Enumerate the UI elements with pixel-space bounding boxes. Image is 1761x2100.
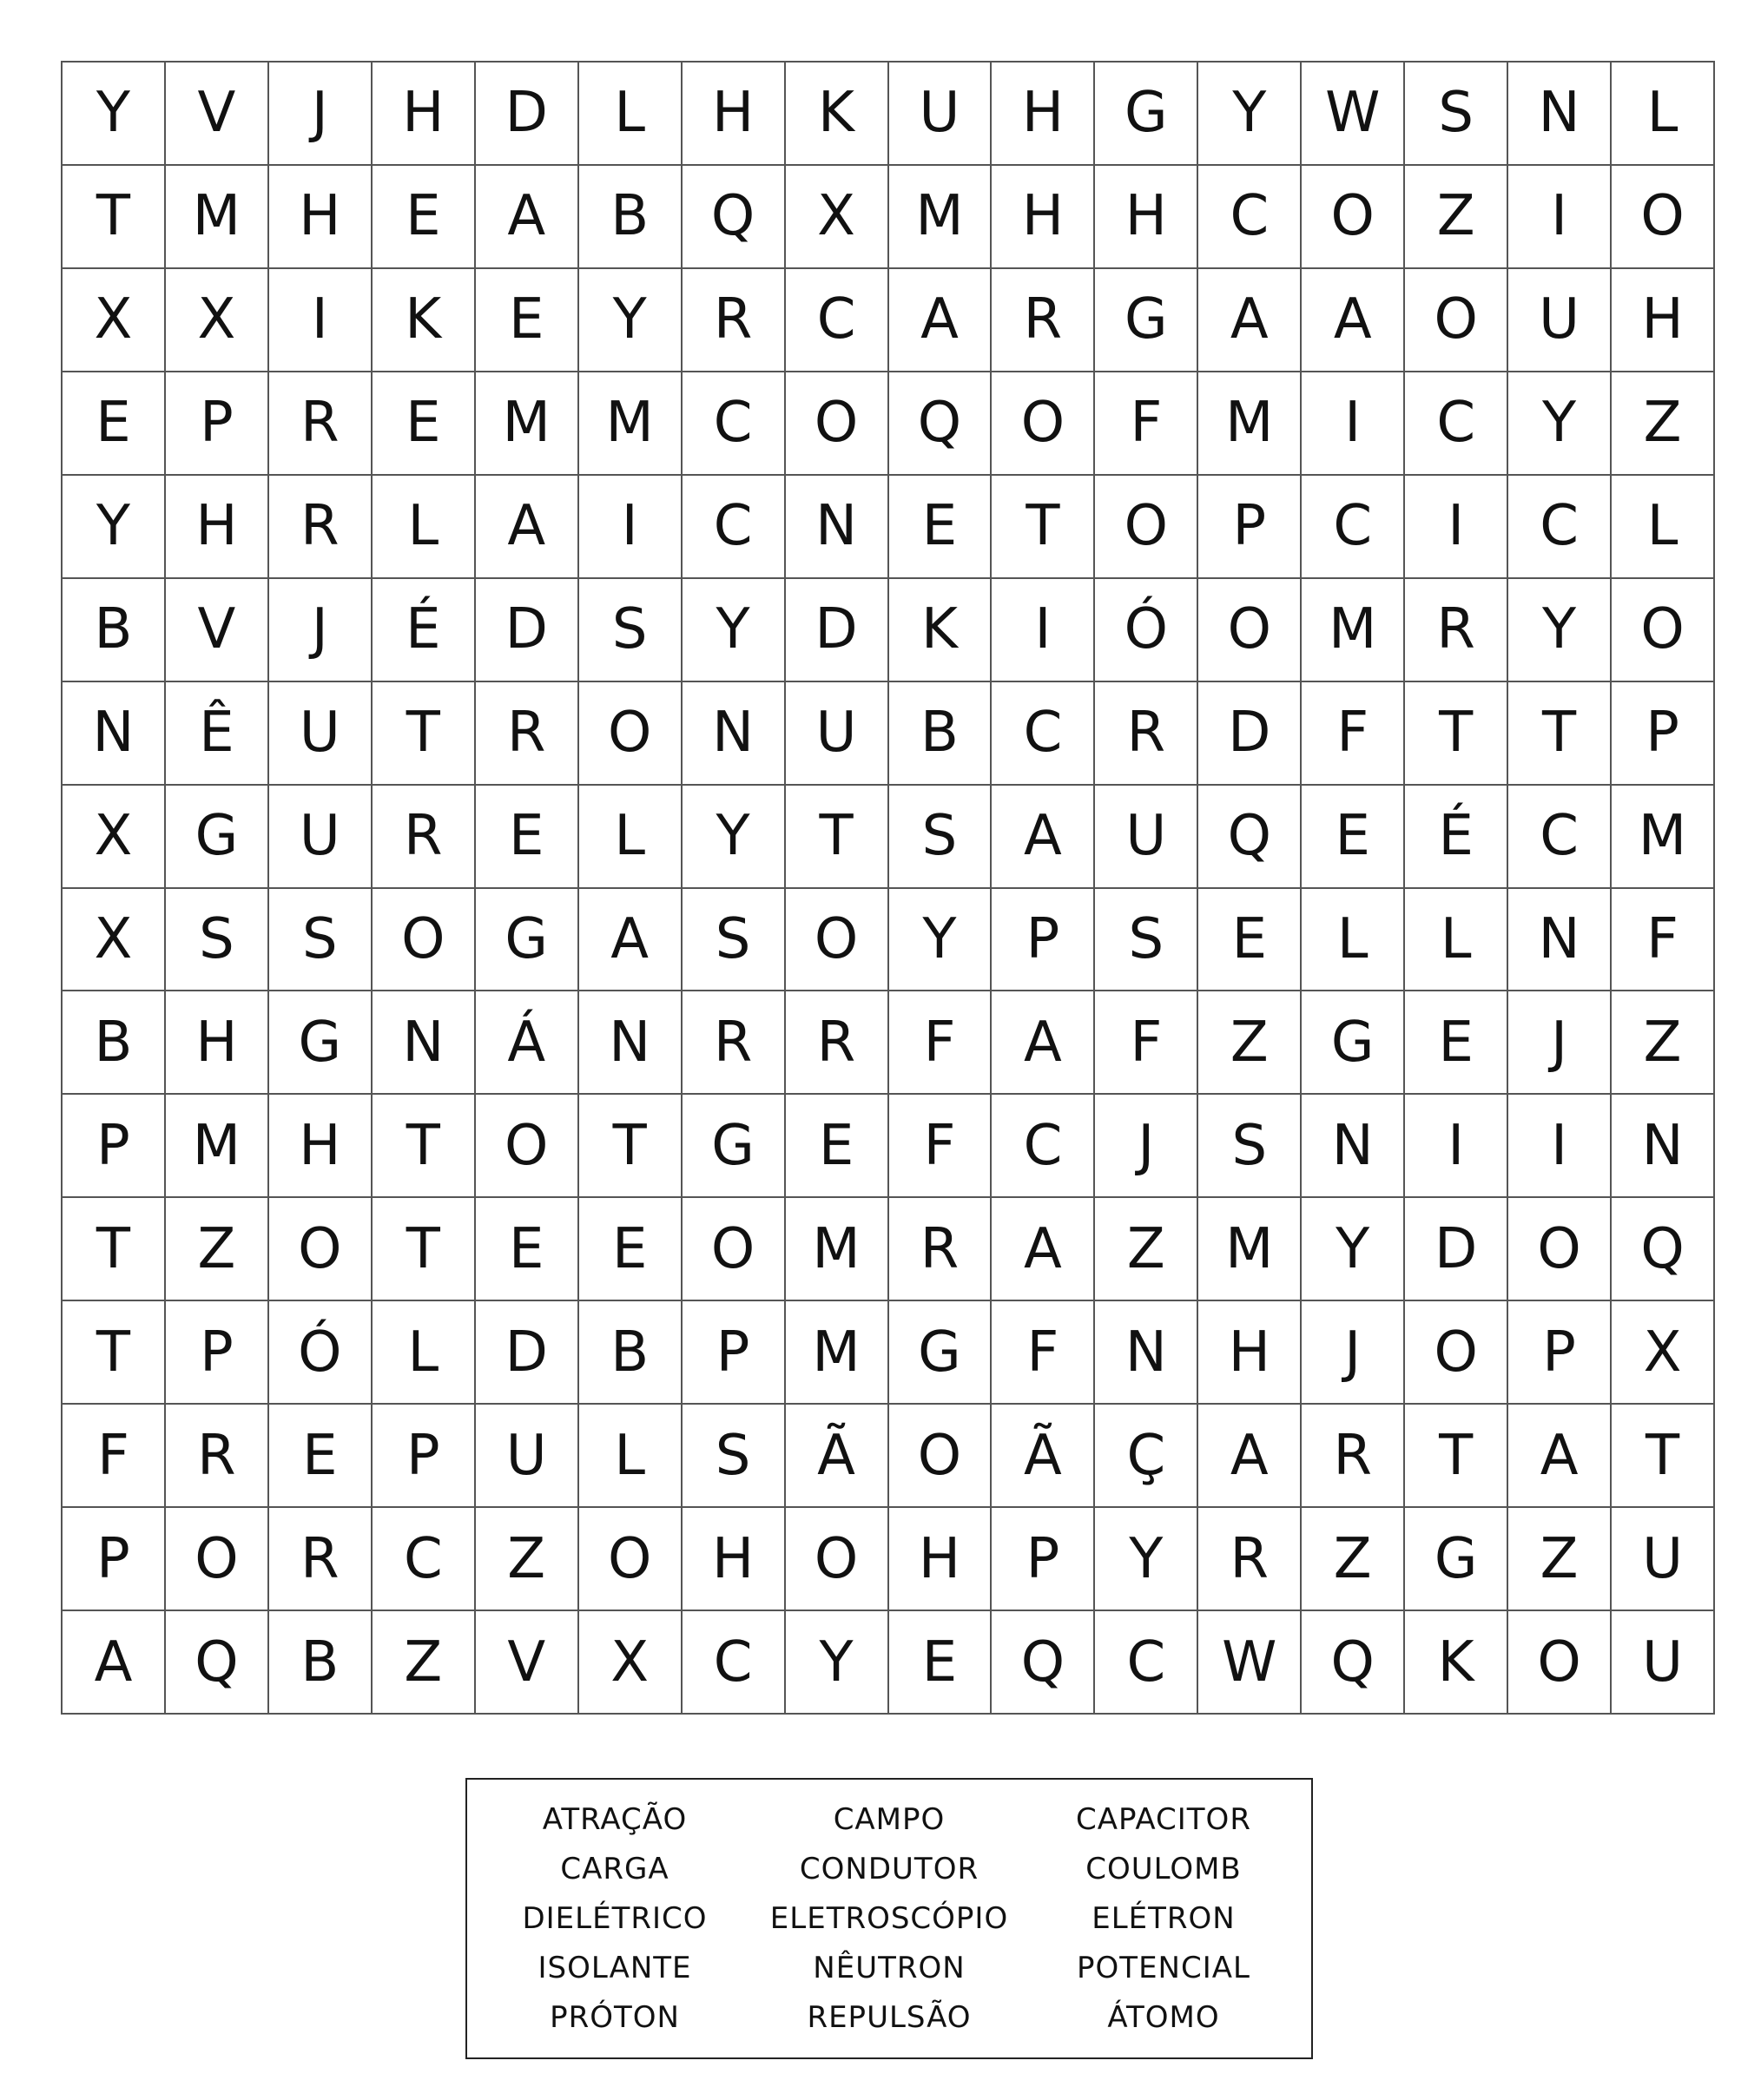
- grid-cell[interactable]: A: [992, 786, 1095, 889]
- grid-cell[interactable]: Y: [1508, 372, 1612, 476]
- grid-cell[interactable]: Z: [1612, 991, 1715, 1095]
- grid-cell[interactable]: H: [992, 63, 1095, 166]
- grid-cell[interactable]: O: [786, 372, 889, 476]
- grid-cell[interactable]: C: [373, 1508, 476, 1611]
- word-list-item: COULOMB: [1085, 1852, 1242, 1887]
- grid-cell[interactable]: G: [166, 786, 269, 889]
- grid-cell[interactable]: C: [1198, 166, 1302, 269]
- grid-cell[interactable]: O: [786, 889, 889, 992]
- grid-cell[interactable]: O: [992, 372, 1095, 476]
- grid-cell[interactable]: O: [1405, 1301, 1508, 1405]
- grid-cell[interactable]: K: [889, 579, 993, 682]
- grid-cell[interactable]: A: [579, 889, 683, 992]
- grid-cell[interactable]: O: [786, 1508, 889, 1611]
- grid-cell[interactable]: M: [579, 372, 683, 476]
- grid-cell[interactable]: C: [1302, 476, 1405, 579]
- grid-cell[interactable]: Y: [889, 889, 993, 992]
- grid-cell[interactable]: F: [1095, 991, 1198, 1095]
- word-list: [465, 1778, 1313, 2059]
- grid-cell[interactable]: G: [476, 889, 579, 992]
- grid-cell[interactable]: R: [166, 1405, 269, 1508]
- grid-cell[interactable]: A: [1198, 269, 1302, 372]
- grid-cell[interactable]: L: [1405, 889, 1508, 992]
- grid-cell[interactable]: L: [373, 1301, 476, 1405]
- grid-cell[interactable]: N: [1095, 1301, 1198, 1405]
- grid-cell[interactable]: C: [992, 682, 1095, 786]
- grid-cell[interactable]: U: [1612, 1508, 1715, 1611]
- grid-cell[interactable]: C: [683, 372, 786, 476]
- grid-cell[interactable]: N: [373, 991, 476, 1095]
- grid-cell[interactable]: T: [992, 476, 1095, 579]
- grid-cell[interactable]: H: [373, 63, 476, 166]
- grid-cell[interactable]: A: [992, 1198, 1095, 1301]
- grid-cell[interactable]: T: [1405, 682, 1508, 786]
- grid-cell[interactable]: J: [269, 63, 373, 166]
- grid-cell[interactable]: O: [269, 1198, 373, 1301]
- grid-cell[interactable]: X: [166, 269, 269, 372]
- grid-cell[interactable]: R: [373, 786, 476, 889]
- grid-cell[interactable]: T: [373, 1198, 476, 1301]
- grid-cell[interactable]: O: [1405, 269, 1508, 372]
- grid-cell[interactable]: Y: [63, 476, 166, 579]
- grid-cell[interactable]: E: [1302, 786, 1405, 889]
- grid-cell[interactable]: O: [579, 682, 683, 786]
- grid-cell[interactable]: O: [373, 889, 476, 992]
- word-list-item: DIELÉTRICO: [522, 1900, 708, 1936]
- grid-cell[interactable]: L: [1612, 476, 1715, 579]
- grid-cell[interactable]: O: [476, 1095, 579, 1198]
- grid-cell[interactable]: G: [1095, 269, 1198, 372]
- grid-cell[interactable]: H: [269, 166, 373, 269]
- grid-cell[interactable]: R: [992, 269, 1095, 372]
- grid-cell[interactable]: M: [1302, 579, 1405, 682]
- grid-cell[interactable]: A: [63, 1611, 166, 1715]
- grid-cell[interactable]: P: [166, 1301, 269, 1405]
- grid-cell[interactable]: Ç: [1095, 1405, 1198, 1508]
- word-list-item: ELÉTRON: [1092, 1900, 1236, 1936]
- grid-cell[interactable]: H: [166, 991, 269, 1095]
- grid-cell[interactable]: Q: [683, 166, 786, 269]
- grid-cell[interactable]: P: [166, 372, 269, 476]
- grid-cell[interactable]: R: [1302, 1405, 1405, 1508]
- grid-cell[interactable]: P: [1198, 476, 1302, 579]
- grid-cell[interactable]: A: [992, 991, 1095, 1095]
- grid-cell[interactable]: P: [63, 1508, 166, 1611]
- grid-cell[interactable]: H: [1198, 1301, 1302, 1405]
- word-list-item: PRÓTON: [550, 1999, 680, 2035]
- grid-cell[interactable]: F: [1302, 682, 1405, 786]
- grid-cell[interactable]: B: [63, 991, 166, 1095]
- grid-cell[interactable]: T: [786, 786, 889, 889]
- grid-cell[interactable]: R: [1405, 579, 1508, 682]
- grid-cell[interactable]: O: [1198, 579, 1302, 682]
- grid-cell[interactable]: Y: [1508, 579, 1612, 682]
- grid-cell[interactable]: I: [1508, 1095, 1612, 1198]
- grid-cell[interactable]: Q: [889, 372, 993, 476]
- grid-cell[interactable]: H: [889, 1508, 993, 1611]
- grid-cell[interactable]: É: [1405, 786, 1508, 889]
- word-list-item: POTENCIAL: [1077, 1950, 1250, 1985]
- grid-cell[interactable]: X: [63, 889, 166, 992]
- word-list-item: NÊUTRON: [813, 1950, 966, 1985]
- grid-cell[interactable]: É: [373, 579, 476, 682]
- word-list-item: ÁTOMO: [1107, 1999, 1220, 2035]
- word-list-item: REPULSÃO: [807, 1999, 972, 2035]
- grid-cell[interactable]: C: [683, 476, 786, 579]
- grid-cell[interactable]: U: [889, 63, 993, 166]
- grid-cell[interactable]: H: [683, 1508, 786, 1611]
- grid-cell[interactable]: L: [373, 476, 476, 579]
- grid-cell[interactable]: H: [1095, 166, 1198, 269]
- grid-cell[interactable]: E: [889, 476, 993, 579]
- grid-cell[interactable]: Z: [373, 1611, 476, 1715]
- word-list-item: CONDUTOR: [799, 1852, 979, 1887]
- grid-cell[interactable]: N: [786, 476, 889, 579]
- grid-cell[interactable]: Á: [476, 991, 579, 1095]
- grid-cell[interactable]: I: [992, 579, 1095, 682]
- grid-cell[interactable]: T: [63, 1198, 166, 1301]
- grid-cell[interactable]: O: [683, 1198, 786, 1301]
- grid-cell[interactable]: R: [269, 476, 373, 579]
- grid-cell[interactable]: E: [373, 166, 476, 269]
- grid-cell[interactable]: N: [1508, 63, 1612, 166]
- grid-cell[interactable]: L: [579, 1405, 683, 1508]
- grid-cell[interactable]: V: [166, 579, 269, 682]
- grid-cell[interactable]: U: [1508, 269, 1612, 372]
- grid-cell[interactable]: P: [1508, 1301, 1612, 1405]
- grid-cell[interactable]: X: [786, 166, 889, 269]
- grid-cell[interactable]: P: [1612, 682, 1715, 786]
- grid-cell[interactable]: M: [476, 372, 579, 476]
- grid-cell[interactable]: Z: [1405, 166, 1508, 269]
- grid-cell[interactable]: L: [579, 786, 683, 889]
- grid-cell[interactable]: Q: [1612, 1198, 1715, 1301]
- grid-cell[interactable]: U: [269, 786, 373, 889]
- grid-cell[interactable]: M: [1198, 372, 1302, 476]
- grid-cell[interactable]: B: [63, 579, 166, 682]
- grid-cell[interactable]: G: [269, 991, 373, 1095]
- grid-cell[interactable]: R: [476, 682, 579, 786]
- grid-cell[interactable]: I: [579, 476, 683, 579]
- grid-cell[interactable]: S: [579, 579, 683, 682]
- grid-cell[interactable]: U: [476, 1405, 579, 1508]
- grid-cell[interactable]: T: [1612, 1405, 1715, 1508]
- grid-cell[interactable]: C: [992, 1095, 1095, 1198]
- grid-cell[interactable]: O: [166, 1508, 269, 1611]
- grid-cell[interactable]: A: [476, 166, 579, 269]
- grid-cell[interactable]: H: [166, 476, 269, 579]
- grid-cell[interactable]: R: [889, 1198, 993, 1301]
- grid-cell[interactable]: M: [786, 1198, 889, 1301]
- grid-cell[interactable]: R: [786, 991, 889, 1095]
- word-list-item: CAMPO: [833, 1802, 946, 1838]
- grid-cell[interactable]: P: [373, 1405, 476, 1508]
- grid-cell[interactable]: O: [1508, 1611, 1612, 1715]
- grid-cell[interactable]: M: [1198, 1198, 1302, 1301]
- grid-cell[interactable]: H: [683, 63, 786, 166]
- grid-cell[interactable]: Q: [1198, 786, 1302, 889]
- grid-cell[interactable]: O: [1612, 166, 1715, 269]
- grid-cell[interactable]: H: [1612, 269, 1715, 372]
- grid-cell[interactable]: Y: [786, 1611, 889, 1715]
- grid-cell[interactable]: Z: [1095, 1198, 1198, 1301]
- grid-cell[interactable]: M: [1612, 786, 1715, 889]
- grid-cell[interactable]: A: [1302, 269, 1405, 372]
- grid-cell[interactable]: T: [1508, 682, 1612, 786]
- grid-cell[interactable]: Y: [1302, 1198, 1405, 1301]
- grid-cell[interactable]: I: [269, 269, 373, 372]
- grid-cell[interactable]: Ã: [786, 1405, 889, 1508]
- grid-cell[interactable]: Z: [476, 1508, 579, 1611]
- grid-cell[interactable]: K: [1405, 1611, 1508, 1715]
- grid-cell[interactable]: J: [1508, 991, 1612, 1095]
- grid-cell[interactable]: B: [889, 682, 993, 786]
- grid-cell[interactable]: Ó: [1095, 579, 1198, 682]
- grid-cell[interactable]: Y: [683, 579, 786, 682]
- grid-cell[interactable]: Ê: [166, 682, 269, 786]
- grid-cell[interactable]: E: [579, 1198, 683, 1301]
- grid-cell[interactable]: S: [683, 1405, 786, 1508]
- word-list-item: CARGA: [560, 1852, 669, 1887]
- grid-cell[interactable]: D: [476, 579, 579, 682]
- grid-cell[interactable]: R: [269, 372, 373, 476]
- grid-cell[interactable]: Y: [1198, 63, 1302, 166]
- grid-cell[interactable]: R: [1095, 682, 1198, 786]
- grid-cell[interactable]: X: [63, 269, 166, 372]
- grid-cell[interactable]: N: [1508, 889, 1612, 992]
- grid-cell[interactable]: L: [1302, 889, 1405, 992]
- grid-cell[interactable]: I: [1302, 372, 1405, 476]
- word-list-item: ATRAÇÃO: [542, 1802, 688, 1838]
- word-list-item: CAPACITOR: [1076, 1802, 1251, 1838]
- grid-cell[interactable]: X: [579, 1611, 683, 1715]
- grid-cell[interactable]: D: [476, 63, 579, 166]
- grid-cell[interactable]: M: [166, 1095, 269, 1198]
- grid-cell[interactable]: R: [269, 1508, 373, 1611]
- grid-cell[interactable]: J: [1302, 1301, 1405, 1405]
- grid-cell[interactable]: N: [683, 682, 786, 786]
- grid-cell[interactable]: B: [269, 1611, 373, 1715]
- grid-cell[interactable]: K: [373, 269, 476, 372]
- word-list-item: ISOLANTE: [538, 1950, 692, 1985]
- grid-cell[interactable]: S: [269, 889, 373, 992]
- grid-cell[interactable]: C: [1508, 476, 1612, 579]
- grid-cell[interactable]: Ó: [269, 1301, 373, 1405]
- grid-cell[interactable]: F: [889, 1095, 993, 1198]
- grid-cell[interactable]: U: [786, 682, 889, 786]
- grid-cell[interactable]: N: [579, 991, 683, 1095]
- grid-cell[interactable]: Z: [1302, 1508, 1405, 1611]
- grid-cell[interactable]: J: [1095, 1095, 1198, 1198]
- grid-cell[interactable]: N: [63, 682, 166, 786]
- grid-cell[interactable]: T: [373, 682, 476, 786]
- grid-cell[interactable]: R: [1198, 1508, 1302, 1611]
- grid-cell[interactable]: D: [786, 579, 889, 682]
- grid-cell[interactable]: O: [889, 1405, 993, 1508]
- grid-cell[interactable]: D: [1405, 1198, 1508, 1301]
- grid-cell[interactable]: Y: [579, 269, 683, 372]
- grid-cell[interactable]: X: [1612, 1301, 1715, 1405]
- word-list-item: ELETROSCÓPIO: [769, 1900, 1009, 1936]
- grid-cell[interactable]: I: [1405, 1095, 1508, 1198]
- grid-cell[interactable]: I: [1508, 166, 1612, 269]
- grid-cell[interactable]: F: [1095, 372, 1198, 476]
- grid-cell[interactable]: S: [166, 889, 269, 992]
- grid-cell[interactable]: A: [1198, 1405, 1302, 1508]
- grid-cell[interactable]: Z: [1508, 1508, 1612, 1611]
- grid-cell[interactable]: C: [786, 269, 889, 372]
- grid-cell[interactable]: O: [1095, 476, 1198, 579]
- grid-cell[interactable]: P: [63, 1095, 166, 1198]
- grid-cell[interactable]: E: [1405, 991, 1508, 1095]
- grid-cell[interactable]: B: [579, 1301, 683, 1405]
- grid-cell[interactable]: Z: [1612, 372, 1715, 476]
- grid-cell[interactable]: T: [373, 1095, 476, 1198]
- grid-cell[interactable]: G: [683, 1095, 786, 1198]
- grid-cell[interactable]: A: [889, 269, 993, 372]
- grid-cell[interactable]: P: [992, 1508, 1095, 1611]
- grid-cell[interactable]: E: [476, 786, 579, 889]
- grid-cell[interactable]: E: [476, 269, 579, 372]
- grid-cell[interactable]: E: [373, 372, 476, 476]
- grid-cell[interactable]: E: [476, 1198, 579, 1301]
- grid-cell[interactable]: Q: [992, 1611, 1095, 1715]
- grid-cell[interactable]: V: [476, 1611, 579, 1715]
- grid-cell[interactable]: N: [1302, 1095, 1405, 1198]
- grid-cell[interactable]: O: [1508, 1198, 1612, 1301]
- grid-cell[interactable]: P: [683, 1301, 786, 1405]
- grid-cell[interactable]: F: [992, 1301, 1095, 1405]
- grid-cell[interactable]: U: [1612, 1611, 1715, 1715]
- grid-cell[interactable]: H: [992, 166, 1095, 269]
- grid-cell[interactable]: S: [1405, 63, 1508, 166]
- grid-cell[interactable]: K: [786, 63, 889, 166]
- grid-cell[interactable]: W: [1302, 63, 1405, 166]
- grid-cell[interactable]: Q: [1302, 1611, 1405, 1715]
- grid-cell[interactable]: J: [269, 579, 373, 682]
- grid-cell[interactable]: E: [786, 1095, 889, 1198]
- grid-cell[interactable]: T: [579, 1095, 683, 1198]
- grid-cell[interactable]: Y: [683, 786, 786, 889]
- grid-cell[interactable]: C: [683, 1611, 786, 1715]
- grid-cell[interactable]: S: [1095, 889, 1198, 992]
- grid-cell[interactable]: Z: [166, 1198, 269, 1301]
- grid-cell[interactable]: C: [1095, 1611, 1198, 1715]
- letter-grid: [61, 61, 1715, 1715]
- grid-cell[interactable]: O: [1302, 166, 1405, 269]
- grid-cell[interactable]: Z: [1198, 991, 1302, 1095]
- grid-cell[interactable]: X: [63, 786, 166, 889]
- grid-cell[interactable]: E: [889, 1611, 993, 1715]
- grid-cell[interactable]: T: [63, 166, 166, 269]
- grid-cell[interactable]: M: [166, 166, 269, 269]
- grid-cell[interactable]: V: [166, 63, 269, 166]
- grid-cell[interactable]: S: [1198, 1095, 1302, 1198]
- grid-cell[interactable]: A: [1508, 1405, 1612, 1508]
- grid-cell[interactable]: O: [1612, 579, 1715, 682]
- grid-cell[interactable]: E: [1198, 889, 1302, 992]
- grid-cell[interactable]: L: [579, 63, 683, 166]
- grid-cell[interactable]: B: [579, 166, 683, 269]
- grid-cell[interactable]: G: [1095, 63, 1198, 166]
- grid-cell[interactable]: F: [889, 991, 993, 1095]
- grid-cell[interactable]: U: [269, 682, 373, 786]
- grid-cell[interactable]: R: [683, 269, 786, 372]
- grid-cell[interactable]: D: [476, 1301, 579, 1405]
- grid-cell[interactable]: O: [579, 1508, 683, 1611]
- grid-cell[interactable]: C: [1405, 372, 1508, 476]
- grid-cell[interactable]: G: [1405, 1508, 1508, 1611]
- grid-cell[interactable]: E: [63, 372, 166, 476]
- grid-cell[interactable]: P: [992, 889, 1095, 992]
- grid-cell[interactable]: G: [889, 1301, 993, 1405]
- grid-cell[interactable]: S: [683, 889, 786, 992]
- grid-cell[interactable]: L: [1612, 63, 1715, 166]
- grid-cell[interactable]: T: [1405, 1405, 1508, 1508]
- grid-cell[interactable]: H: [269, 1095, 373, 1198]
- grid-cell[interactable]: F: [1612, 889, 1715, 992]
- grid-cell[interactable]: W: [1198, 1611, 1302, 1715]
- grid-cell[interactable]: Q: [166, 1611, 269, 1715]
- grid-cell[interactable]: Y: [1095, 1508, 1198, 1611]
- grid-cell[interactable]: T: [63, 1301, 166, 1405]
- grid-cell[interactable]: E: [269, 1405, 373, 1508]
- grid-cell[interactable]: M: [889, 166, 993, 269]
- grid-cell[interactable]: C: [1508, 786, 1612, 889]
- grid-cell[interactable]: Ã: [992, 1405, 1095, 1508]
- grid-cell[interactable]: M: [786, 1301, 889, 1405]
- grid-cell[interactable]: S: [889, 786, 993, 889]
- grid-cell[interactable]: I: [1405, 476, 1508, 579]
- grid-cell[interactable]: Y: [63, 63, 166, 166]
- grid-cell[interactable]: D: [1198, 682, 1302, 786]
- grid-cell[interactable]: N: [1612, 1095, 1715, 1198]
- grid-cell[interactable]: A: [476, 476, 579, 579]
- grid-cell[interactable]: U: [1095, 786, 1198, 889]
- grid-cell[interactable]: G: [1302, 991, 1405, 1095]
- grid-cell[interactable]: R: [683, 991, 786, 1095]
- grid-cell[interactable]: F: [63, 1405, 166, 1508]
